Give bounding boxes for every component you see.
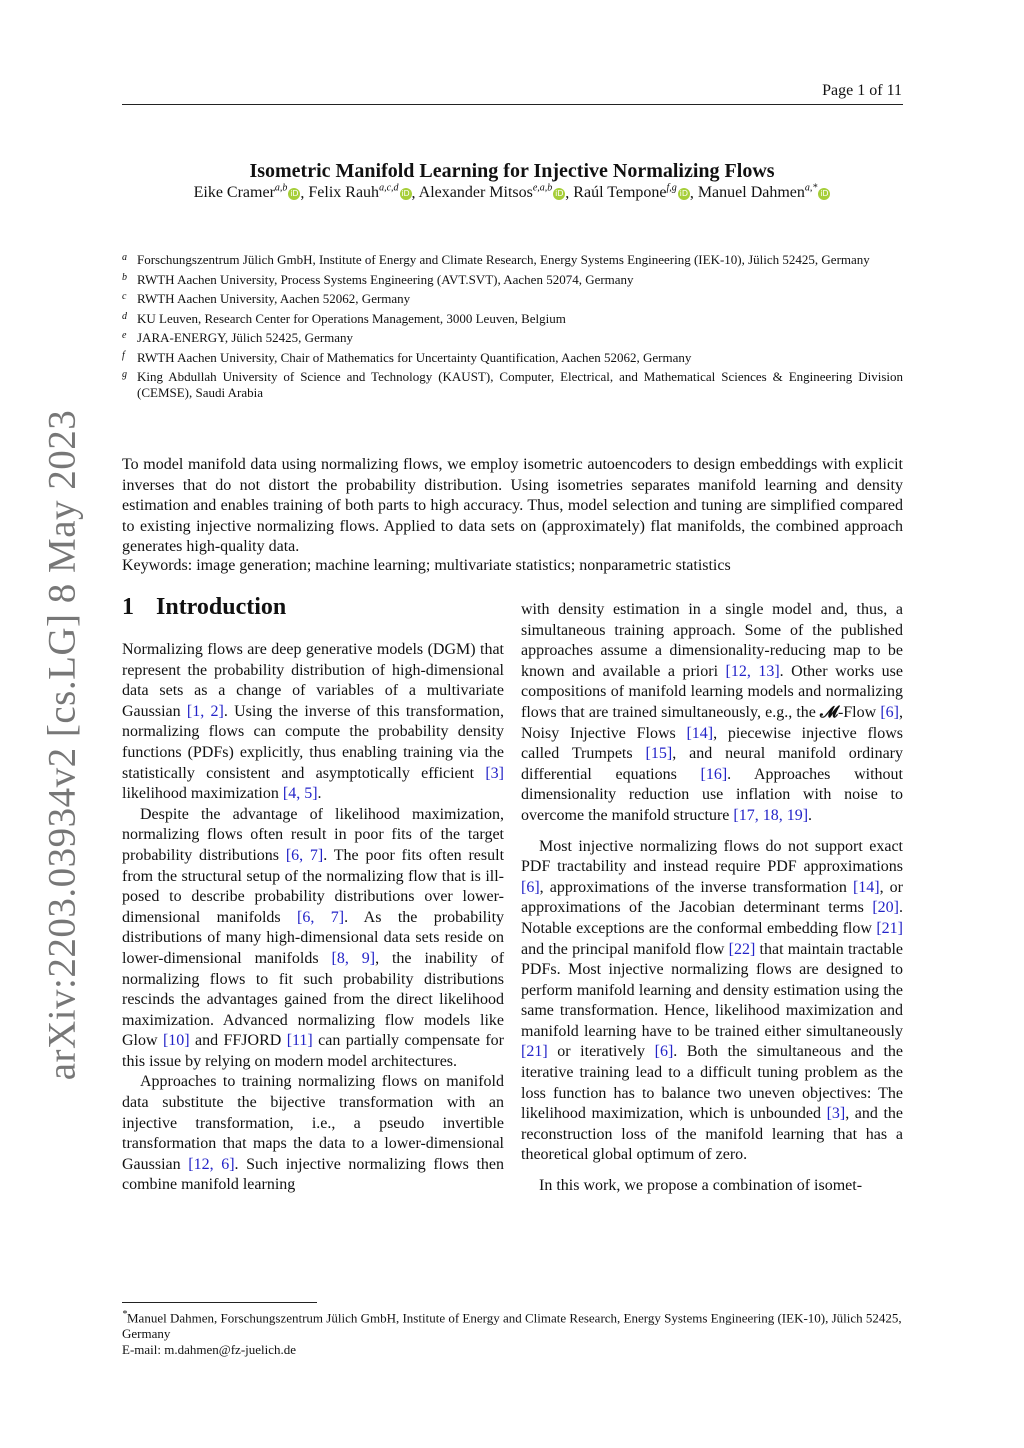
- citation-link[interactable]: [22]: [728, 940, 756, 958]
- affiliation-list: [122, 252, 903, 405]
- orcid-icon[interactable]: iD: [401, 189, 410, 199]
- text-run: . Other works use compositions of manifold learning models and normalizing flows that are trained simultaneously, e.g., the: [521, 662, 904, 721]
- citation-link[interactable]: [12, 13]: [725, 662, 780, 680]
- citation-link[interactable]: [17, 18, 19]: [733, 806, 809, 824]
- text-run: that maintain tractable PDFs. Most injective normalizing flows are designed to perform manifold learning and density estimation using the same transformation. Hence, likelihood maximization and manifold learning have to be trained either simultaneously: [521, 940, 904, 1040]
- citation-link[interactable]: [14]: [852, 878, 880, 896]
- author-name: Eike Cramer: [193, 184, 275, 202]
- right-column: [521, 600, 903, 1197]
- author-name: Felix Rauh: [308, 184, 380, 202]
- author-affiliation-marks: e,a,b: [532, 183, 553, 194]
- affiliation: [122, 330, 903, 346]
- footnote-line: *Manuel Dahmen, Forschungszentrum Jülich GmbH, Institute of Energy and Climate Research, Energy Systems Engineering (IEK-10), Jülich 52425, Germany: [122, 1309, 902, 1342]
- citation-link[interactable]: [15]: [645, 745, 673, 763]
- footnote-rule: [122, 1302, 317, 1303]
- citation-link[interactable]: [21]: [876, 919, 903, 937]
- citation-link[interactable]: [21]: [521, 1043, 548, 1061]
- affiliation-text: JARA-ENERGY, Jülich 52425, Germany: [137, 330, 354, 345]
- author: [698, 184, 831, 201]
- orcid-icon[interactable]: iD: [290, 189, 299, 199]
- text-run: 𝓜: [820, 703, 838, 721]
- citation-link[interactable]: [1, 2]: [186, 702, 224, 720]
- citation-link[interactable]: [6]: [521, 878, 540, 896]
- affiliation: [122, 252, 903, 268]
- affiliation-text: King Abdullah University of Science and Technology (KAUST), Computer, Electrical, and Mathematical Sciences & Engineering Division (CEMSE), Saudi Arabia: [137, 369, 903, 400]
- text-run: , piecewise injective flows called Trumpets: [521, 724, 903, 763]
- text-run: Despite the advantage of likelihood maximization, normalizing flows often result in poor fits of the target probability distributions: [122, 805, 504, 864]
- citation-link[interactable]: [6, 7]: [285, 846, 324, 864]
- text-run: . Using the inverse of this transformation, normalizing flows can compute the probability density functions (PDFs) explicitly, thus enabling training via the statistically consistent and asymptotically efficient: [122, 702, 505, 782]
- paragraph: [521, 1176, 903, 1197]
- text-run: Most injective normalizing flows do not support exact PDF tractability and instead require PDF approximations: [521, 837, 903, 876]
- affiliation-mark: e: [122, 330, 127, 341]
- left-column: [122, 640, 504, 1196]
- footnote-mark: *: [122, 1309, 127, 1320]
- section-number: 1: [122, 594, 134, 620]
- paragraph: [521, 837, 903, 1167]
- citation-link[interactable]: [3]: [826, 1105, 846, 1123]
- citation-link[interactable]: [10]: [162, 1032, 190, 1050]
- author-name: Manuel Dahmen: [697, 184, 805, 202]
- header-rule: [122, 104, 903, 105]
- abstract: To model manifold data using normalizing flows, we employ isometric autoencoders to design embeddings with explicit inverses that do not distort the probability distribution. Using isometries separates manifold learning and density estimation and enables training of both parts to high accuracy. Thus, model selection and tuning are simplified compared to existing injective normalizing flows. Applied to data sets on (approximately) flat manifolds, the combined approach generates high-quality data.: [122, 456, 903, 555]
- author-list: Eike Cramer$^{a,b}$ iD , Felix Rauh$^{a,c,d}$ iD , Alexander Mitsos$^{e,a,b}$ iD , Raúl Tempone$^{f,g}$ iD , Manuel Dahmen$^{a,*}$ iD: [193, 183, 829, 202]
- text-run: , approximations of the inverse transformation: [539, 878, 853, 896]
- section-title: Introduction: [156, 594, 287, 620]
- citation-link[interactable]: [8, 9]: [331, 949, 376, 967]
- citation-link[interactable]: [4, 5]: [282, 785, 318, 803]
- paragraph: [122, 805, 504, 1073]
- text-run: . Both the simultaneous and the iterative training lead to a difficult tuning problem as the loss function has to balance two uneven objectives: The likelihood maximization, which is unbounded: [521, 1043, 903, 1123]
- author: [194, 184, 301, 201]
- affiliation: [122, 311, 903, 327]
- text-run: Normalizing flows are deep generative models (DGM) that represent the probability distribution of high-dimensional data sets as a change of variables of a multivariate Gaussian: [122, 641, 504, 720]
- author: [573, 184, 690, 201]
- text-run: , the inability of normalizing flows to fit such probability distributions rescinds the advantages gained from the direct likelihood maximization. Advanced normalizing flow models like Glow: [122, 949, 505, 1050]
- affiliation-text: KU Leuven, Research Center for Operations Management, 3000 Leuven, Belgium: [137, 310, 566, 326]
- paragraph: [122, 1072, 504, 1196]
- author-name: Raúl Tempone: [573, 184, 667, 202]
- text-run: Approaches to training normalizing flows on manifold data substitute the bijective transformation with an injective transformation, i.e., a pseudo invertible transformation that maps the data to a lower-dimensional Gaussian: [122, 1073, 504, 1173]
- affiliation: [122, 350, 903, 366]
- paragraph: [122, 640, 504, 805]
- footnote-email: E-mail: m.dahmen@fz-juelich.de: [122, 1342, 297, 1358]
- author-affiliation-marks: a,c,d: [379, 183, 399, 194]
- arxiv-identifier-text: arXiv:2203.03934v2 [cs.LG] 8 May 2023: [40, 409, 84, 1081]
- citation-link[interactable]: [12, 6]: [188, 1155, 235, 1173]
- text-run: can partially compensate for this issue by relying on modern model architectures.: [122, 1032, 504, 1070]
- affiliation-mark: d: [122, 310, 127, 322]
- citation-link[interactable]: [20]: [872, 899, 899, 917]
- affiliation-text: RWTH Aachen University, Aachen 52062, Germany: [137, 291, 411, 306]
- affiliation: [122, 272, 903, 288]
- citation-link[interactable]: [6]: [880, 703, 899, 721]
- affiliation-mark: c: [122, 291, 127, 302]
- affiliation: [122, 291, 903, 307]
- text-run: . Approaches without dimensionality reduction use inflation with noise to overcome the manifold structure: [521, 765, 903, 824]
- affiliation: [122, 369, 903, 401]
- text-run: . As the probability distributions of many high-dimensional data sets reside on lower-dimensional manifolds: [122, 908, 505, 967]
- author-affiliation-marks: a,*: [804, 183, 818, 194]
- text-run: . The poor fits often result from the structural setup of the normalizing flow that is ill-posed to describe probability distributions over lower-dimensional manifolds: [122, 846, 505, 926]
- footnote: [122, 1307, 903, 1358]
- affiliation-text: RWTH Aachen University, Chair of Mathematics for Uncertainty Quantification, Aachen 52062, Germany: [137, 349, 692, 365]
- page-number: Page 1 of 11: [822, 82, 902, 99]
- text-run: , and neural manifold ordinary differential equations: [521, 745, 903, 783]
- affiliation-mark: g: [122, 369, 127, 380]
- section-heading: [122, 594, 286, 621]
- affiliation-text: Forschungszentrum Jülich GmbH, Institute of Energy and Climate Research, Energy Systems Engineering (IEK-10), Jülich 52425, Germany: [137, 252, 870, 267]
- text-run: .: [808, 806, 813, 824]
- text-run: . Notable exceptions are the conformal embedding flow: [521, 899, 903, 937]
- author-affiliation-marks: a,b: [274, 183, 288, 194]
- text-run: and FFJORD: [189, 1032, 287, 1050]
- affiliation-text: RWTH Aachen University, Process Systems Engineering (AVT.SVT), Aachen 52074, Germany: [137, 271, 634, 287]
- citation-link[interactable]: [16]: [700, 765, 728, 783]
- text-run: . Such injective normalizing flows then combine manifold learning: [122, 1155, 505, 1194]
- paper-title: Isometric Manifold Learning for Injective Normalizing Flows: [249, 160, 775, 182]
- text-run: , or approximations of the Jacobian determinant terms: [521, 878, 903, 917]
- text-run: -Flow: [837, 703, 881, 721]
- citation-link[interactable]: [3]: [485, 764, 504, 782]
- keywords: Keywords: image generation; machine learning; multivariate statistics; nonparametric statistics: [122, 557, 731, 574]
- affiliation-mark: a: [122, 252, 127, 263]
- author-name: Alexander Mitsos: [418, 184, 533, 202]
- text-run: , and the reconstruction loss of the manifold learning that has a theoretical global optimum of zero.: [521, 1105, 903, 1164]
- affiliation-mark: f: [122, 349, 125, 361]
- author-affiliation-marks: f,g: [666, 183, 677, 194]
- orcid-icon[interactable]: iD: [679, 189, 688, 199]
- paragraph: [521, 600, 903, 827]
- text-run: or iteratively: [547, 1043, 655, 1061]
- text-run: .: [317, 785, 322, 803]
- text-run: , Noisy Injective Flows: [521, 703, 903, 742]
- affiliation-mark: b: [122, 271, 127, 283]
- citation-link[interactable]: [6, 7]: [297, 908, 345, 926]
- orcid-icon[interactable]: iD: [555, 189, 564, 199]
- author: [419, 184, 566, 201]
- text-run: and the principal manifold flow: [521, 940, 729, 958]
- text-run: likelihood maximization: [122, 785, 283, 803]
- text-run: In this work, we propose a combination of isomet-: [539, 1177, 863, 1195]
- citation-link[interactable]: [11]: [286, 1032, 313, 1050]
- orcid-icon[interactable]: iD: [820, 189, 829, 199]
- author: [308, 184, 411, 201]
- text-run: with density estimation in a single model and, thus, a simultaneous training approach. Some of the published approaches assume a dimensionality-reducing map to be known and available a priori: [521, 601, 903, 680]
- citation-link[interactable]: [6]: [654, 1043, 674, 1061]
- citation-link[interactable]: [14]: [686, 724, 714, 742]
